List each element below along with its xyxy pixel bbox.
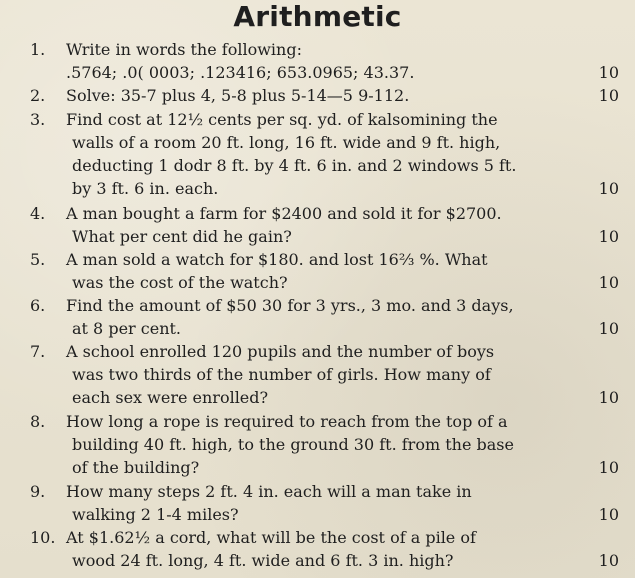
question-text — [66, 108, 576, 200]
question-text — [66, 248, 576, 294]
question-number: 10. — [30, 528, 56, 547]
question-points: 10 — [598, 319, 619, 338]
question-line: A school enrolled 120 pupils and the number of boys — [66, 342, 495, 361]
question-text — [66, 526, 576, 572]
question-line: Find cost at 12½ cents per sq. yd. of kalsomining the — [66, 110, 498, 129]
question-line: Solve: 35-7 plus 4, 5-8 plus 5-14—5 9-112. — [66, 86, 410, 105]
question-line: A man sold a watch for $180. and lost 16⅔ %. What — [66, 250, 488, 269]
question-line: was two thirds of the number of girls. How many of — [72, 365, 491, 384]
question-line: How long a rope is required to reach from the top of a — [66, 412, 508, 431]
question-line: Write in words the following: — [66, 40, 302, 59]
question-number: 9. — [30, 482, 46, 501]
question-text — [66, 202, 576, 248]
question-line: A man bought a farm for $2400 and sold it for $2700. — [66, 204, 502, 223]
question-points: 10 — [598, 458, 619, 477]
question-points: 10 — [598, 63, 619, 82]
question-line: Find the amount of $50 30 for 3 yrs., 3 mo. and 3 days, — [66, 296, 514, 315]
question-points: 10 — [598, 551, 619, 570]
question-points: 10 — [598, 86, 619, 105]
question-text — [66, 480, 576, 526]
question-text — [66, 38, 576, 84]
question-line: wood 24 ft. long, 4 ft. wide and 6 ft. 3 in. high? — [72, 551, 454, 570]
question-number: 5. — [30, 250, 46, 269]
question-line: .5764; .0( 0003; .123416; 653.0965; 43.37. — [66, 63, 415, 82]
question-line: At $1.62½ a cord, what will be the cost of a pile of — [66, 528, 476, 547]
question-line: How many steps 2 ft. 4 in. each will a man take in — [66, 482, 472, 501]
question-line: at 8 per cent. — [72, 319, 182, 338]
question-line: each sex were enrolled? — [72, 388, 269, 407]
question-points: 10 — [598, 388, 619, 407]
question-number: 2. — [30, 86, 46, 105]
question-number: 8. — [30, 412, 46, 431]
question-number: 1. — [30, 40, 46, 59]
question-line: building 40 ft. high, to the ground 30 ft. from the base — [72, 435, 514, 454]
question-number: 4. — [30, 204, 46, 223]
question-number: 3. — [30, 110, 46, 129]
question-line: What per cent did he gain? — [72, 227, 292, 246]
question-line: walking 2 1-4 miles? — [72, 505, 239, 524]
question-text — [66, 410, 576, 479]
question-line: of the building? — [72, 458, 200, 477]
question-number: 7. — [30, 342, 46, 361]
question-points: 10 — [598, 273, 619, 292]
question-text — [66, 340, 576, 409]
question-line: by 3 ft. 6 in. each. — [72, 179, 219, 198]
question-line: walls of a room 20 ft. long, 16 ft. wide and 9 ft. high, — [72, 133, 501, 152]
question-points: 10 — [598, 505, 619, 524]
question-points: 10 — [598, 179, 619, 198]
question-text — [66, 294, 576, 340]
question-text — [66, 84, 576, 107]
question-line: was the cost of the watch? — [72, 273, 288, 292]
question-points: 10 — [598, 227, 619, 246]
question-line: deducting 1 dodr 8 ft. by 4 ft. 6 in. and 2 windows 5 ft. — [72, 156, 517, 175]
question-number: 6. — [30, 296, 46, 315]
page-title: Arithmetic — [233, 0, 402, 33]
